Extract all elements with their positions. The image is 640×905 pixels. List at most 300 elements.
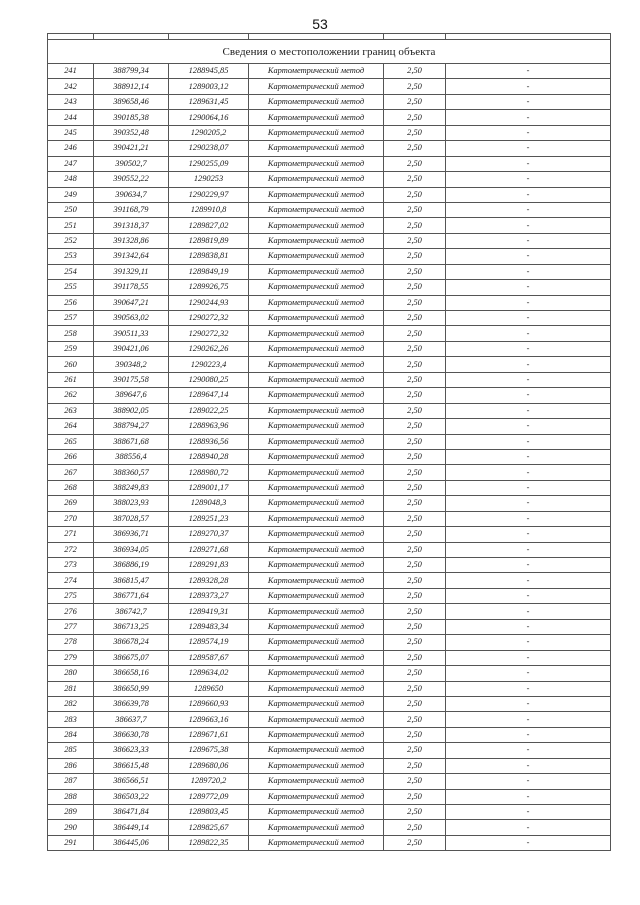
cell-coord-y: 1290253 xyxy=(169,172,249,187)
cell-accuracy: 2,50 xyxy=(384,727,446,742)
cell-accuracy: 2,50 xyxy=(384,650,446,665)
table-body xyxy=(48,64,611,851)
table-row xyxy=(48,650,611,665)
cell-method: Картометрический метод xyxy=(249,496,384,511)
cell-coord-y: 1289926,75 xyxy=(169,280,249,295)
cell-extra: - xyxy=(446,666,611,681)
cell-method: Картометрический метод xyxy=(249,758,384,773)
cell-method: Картометрический метод xyxy=(249,249,384,264)
cell-method: Картометрический метод xyxy=(249,619,384,634)
cell-coord-y: 1289720,2 xyxy=(169,774,249,789)
table-row xyxy=(48,156,611,171)
table-row xyxy=(48,280,611,295)
cell-method: Картометрический метод xyxy=(249,789,384,804)
table-row xyxy=(48,79,611,94)
cell-accuracy: 2,50 xyxy=(384,820,446,835)
cell-coord-x: 391168,79 xyxy=(94,202,169,217)
cell-coord-y: 1289634,02 xyxy=(169,666,249,681)
cell-method: Картометрический метод xyxy=(249,202,384,217)
cell-coord-y: 1289048,3 xyxy=(169,496,249,511)
cell-point-number: 286 xyxy=(48,758,94,773)
cell-accuracy: 2,50 xyxy=(384,141,446,156)
cell-accuracy: 2,50 xyxy=(384,341,446,356)
table-row xyxy=(48,233,611,248)
cell-coord-y: 1289827,02 xyxy=(169,218,249,233)
cell-coord-x: 388902,05 xyxy=(94,403,169,418)
cell-accuracy: 2,50 xyxy=(384,619,446,634)
cell-accuracy: 2,50 xyxy=(384,233,446,248)
cell-coord-y: 1290272,32 xyxy=(169,311,249,326)
cell-point-number: 251 xyxy=(48,218,94,233)
cell-coord-y: 1289671,61 xyxy=(169,727,249,742)
cell-method: Картометрический метод xyxy=(249,218,384,233)
cell-coord-y: 1290229,97 xyxy=(169,187,249,202)
cell-point-number: 243 xyxy=(48,94,94,109)
cell-point-number: 281 xyxy=(48,681,94,696)
cell-point-number: 244 xyxy=(48,110,94,125)
cell-coord-y: 1289328,28 xyxy=(169,573,249,588)
cell-accuracy: 2,50 xyxy=(384,743,446,758)
cell-method: Картометрический метод xyxy=(249,187,384,202)
cell-method: Картометрический метод xyxy=(249,172,384,187)
table-row xyxy=(48,357,611,372)
table-row xyxy=(48,774,611,789)
table-row xyxy=(48,434,611,449)
cell-extra: - xyxy=(446,141,611,156)
cell-method: Картометрический метод xyxy=(249,604,384,619)
table-row xyxy=(48,820,611,835)
table-row xyxy=(48,573,611,588)
cell-accuracy: 2,50 xyxy=(384,156,446,171)
table-row xyxy=(48,666,611,681)
cell-coord-y: 1289663,16 xyxy=(169,712,249,727)
cell-point-number: 260 xyxy=(48,357,94,372)
cell-method: Картометрический метод xyxy=(249,295,384,310)
cell-coord-y: 1289675,38 xyxy=(169,743,249,758)
table-row xyxy=(48,341,611,356)
cell-extra: - xyxy=(446,542,611,557)
cell-extra: - xyxy=(446,820,611,835)
table-row xyxy=(48,449,611,464)
cell-coord-x: 390511,33 xyxy=(94,326,169,341)
table-row xyxy=(48,187,611,202)
cell-coord-x: 389647,6 xyxy=(94,388,169,403)
cell-coord-x: 386503,22 xyxy=(94,789,169,804)
cell-coord-x: 386675,07 xyxy=(94,650,169,665)
cell-extra: - xyxy=(446,326,611,341)
cell-accuracy: 2,50 xyxy=(384,666,446,681)
cell-point-number: 242 xyxy=(48,79,94,94)
cell-extra: - xyxy=(446,681,611,696)
cell-coord-y: 1289003,12 xyxy=(169,79,249,94)
cell-coord-x: 386658,16 xyxy=(94,666,169,681)
cell-extra: - xyxy=(446,496,611,511)
cell-extra: - xyxy=(446,218,611,233)
cell-coord-x: 386449,14 xyxy=(94,820,169,835)
cell-extra: - xyxy=(446,774,611,789)
cell-extra: - xyxy=(446,558,611,573)
cell-point-number: 248 xyxy=(48,172,94,187)
cell-coord-y: 1289271,68 xyxy=(169,542,249,557)
cell-accuracy: 2,50 xyxy=(384,264,446,279)
cell-coord-y: 1289483,34 xyxy=(169,619,249,634)
cell-point-number: 250 xyxy=(48,202,94,217)
table-row xyxy=(48,542,611,557)
cell-coord-y: 1289650 xyxy=(169,681,249,696)
cell-coord-y: 1289647,14 xyxy=(169,388,249,403)
cell-point-number: 272 xyxy=(48,542,94,557)
table-row xyxy=(48,758,611,773)
cell-extra: - xyxy=(446,295,611,310)
cell-coord-y: 1289822,35 xyxy=(169,835,249,850)
cell-point-number: 284 xyxy=(48,727,94,742)
cell-coord-y: 1290262,26 xyxy=(169,341,249,356)
cell-accuracy: 2,50 xyxy=(384,758,446,773)
cell-extra: - xyxy=(446,789,611,804)
cell-extra: - xyxy=(446,280,611,295)
cell-point-number: 255 xyxy=(48,280,94,295)
cell-coord-y: 1290223,4 xyxy=(169,357,249,372)
cell-method: Картометрический метод xyxy=(249,311,384,326)
cell-method: Картометрический метод xyxy=(249,774,384,789)
boundary-table xyxy=(47,33,611,851)
table-row xyxy=(48,635,611,650)
cell-accuracy: 2,50 xyxy=(384,527,446,542)
cell-coord-x: 388360,57 xyxy=(94,465,169,480)
cell-accuracy: 2,50 xyxy=(384,635,446,650)
cell-method: Картометрический метод xyxy=(249,805,384,820)
cell-extra: - xyxy=(446,249,611,264)
cell-coord-x: 391342,64 xyxy=(94,249,169,264)
cell-extra: - xyxy=(446,727,611,742)
cell-coord-x: 386630,78 xyxy=(94,727,169,742)
cell-accuracy: 2,50 xyxy=(384,64,446,79)
table-row xyxy=(48,264,611,279)
cell-extra: - xyxy=(446,187,611,202)
cell-point-number: 274 xyxy=(48,573,94,588)
cell-point-number: 256 xyxy=(48,295,94,310)
table-row xyxy=(48,372,611,387)
cell-point-number: 278 xyxy=(48,635,94,650)
cell-accuracy: 2,50 xyxy=(384,696,446,711)
table-row xyxy=(48,558,611,573)
cell-coord-y: 1289001,17 xyxy=(169,480,249,495)
cell-method: Картометрический метод xyxy=(249,434,384,449)
cell-accuracy: 2,50 xyxy=(384,449,446,464)
cell-point-number: 289 xyxy=(48,805,94,820)
cell-accuracy: 2,50 xyxy=(384,511,446,526)
table-row xyxy=(48,496,611,511)
table-row xyxy=(48,712,611,727)
cell-coord-x: 390647,21 xyxy=(94,295,169,310)
cell-coord-y: 1289251,23 xyxy=(169,511,249,526)
cell-extra: - xyxy=(446,403,611,418)
cell-coord-x: 391318,37 xyxy=(94,218,169,233)
cell-accuracy: 2,50 xyxy=(384,419,446,434)
cell-coord-x: 391178,55 xyxy=(94,280,169,295)
cell-method: Картометрический метод xyxy=(249,573,384,588)
cell-method: Картометрический метод xyxy=(249,156,384,171)
cell-extra: - xyxy=(446,527,611,542)
table-row xyxy=(48,527,611,542)
cell-extra: - xyxy=(446,835,611,850)
cell-extra: - xyxy=(446,264,611,279)
cell-accuracy: 2,50 xyxy=(384,480,446,495)
cell-method: Картометрический метод xyxy=(249,527,384,542)
table-row xyxy=(48,172,611,187)
cell-point-number: 265 xyxy=(48,434,94,449)
cell-coord-x: 390421,06 xyxy=(94,341,169,356)
cell-method: Картометрический метод xyxy=(249,110,384,125)
cell-method: Картометрический метод xyxy=(249,141,384,156)
cell-method: Картометрический метод xyxy=(249,79,384,94)
cell-method: Картометрический метод xyxy=(249,357,384,372)
cell-method: Картометрический метод xyxy=(249,280,384,295)
cell-coord-y: 1288940,28 xyxy=(169,449,249,464)
table-row xyxy=(48,94,611,109)
cell-coord-x: 391329,11 xyxy=(94,264,169,279)
cell-coord-x: 386623,33 xyxy=(94,743,169,758)
table-row xyxy=(48,465,611,480)
table-row xyxy=(48,727,611,742)
cell-extra: - xyxy=(446,604,611,619)
cell-extra: - xyxy=(446,712,611,727)
cell-point-number: 277 xyxy=(48,619,94,634)
cell-method: Картометрический метод xyxy=(249,125,384,140)
cell-coord-y: 1290238,07 xyxy=(169,141,249,156)
table-row xyxy=(48,249,611,264)
cell-point-number: 253 xyxy=(48,249,94,264)
table-row xyxy=(48,125,611,140)
cell-accuracy: 2,50 xyxy=(384,372,446,387)
cell-point-number: 259 xyxy=(48,341,94,356)
cell-coord-x: 387028,57 xyxy=(94,511,169,526)
cell-coord-x: 388799,34 xyxy=(94,64,169,79)
cell-coord-y: 1289825,67 xyxy=(169,820,249,835)
cell-point-number: 276 xyxy=(48,604,94,619)
cell-point-number: 268 xyxy=(48,480,94,495)
cell-coord-x: 389658,46 xyxy=(94,94,169,109)
cell-extra: - xyxy=(446,511,611,526)
cell-coord-y: 1289631,45 xyxy=(169,94,249,109)
cell-extra: - xyxy=(446,388,611,403)
cell-point-number: 283 xyxy=(48,712,94,727)
cell-point-number: 264 xyxy=(48,419,94,434)
cell-method: Картометрический метод xyxy=(249,264,384,279)
table-row xyxy=(48,64,611,79)
cell-coord-y: 1290205,2 xyxy=(169,125,249,140)
cell-point-number: 266 xyxy=(48,449,94,464)
cell-extra: - xyxy=(446,419,611,434)
cell-accuracy: 2,50 xyxy=(384,604,446,619)
cell-coord-x: 386445,06 xyxy=(94,835,169,850)
cell-accuracy: 2,50 xyxy=(384,94,446,109)
cell-method: Картометрический метод xyxy=(249,480,384,495)
cell-point-number: 246 xyxy=(48,141,94,156)
cell-coord-x: 388671,68 xyxy=(94,434,169,449)
table-row xyxy=(48,619,611,634)
table-row xyxy=(48,388,611,403)
cell-coord-x: 390502,7 xyxy=(94,156,169,171)
cell-point-number: 263 xyxy=(48,403,94,418)
cell-point-number: 249 xyxy=(48,187,94,202)
cell-point-number: 257 xyxy=(48,311,94,326)
cell-method: Картометрический метод xyxy=(249,712,384,727)
cell-coord-y: 1288945,85 xyxy=(169,64,249,79)
cell-extra: - xyxy=(446,588,611,603)
cell-coord-x: 386639,78 xyxy=(94,696,169,711)
cell-point-number: 273 xyxy=(48,558,94,573)
cell-coord-x: 386566,51 xyxy=(94,774,169,789)
cell-accuracy: 2,50 xyxy=(384,357,446,372)
table-row xyxy=(48,743,611,758)
cell-extra: - xyxy=(446,94,611,109)
cell-accuracy: 2,50 xyxy=(384,835,446,850)
cell-point-number: 275 xyxy=(48,588,94,603)
cell-coord-y: 1288980,72 xyxy=(169,465,249,480)
cell-coord-y: 1290272,32 xyxy=(169,326,249,341)
cell-coord-y: 1289022,25 xyxy=(169,403,249,418)
cell-coord-y: 1289680,06 xyxy=(169,758,249,773)
cell-coord-y: 1290255,09 xyxy=(169,156,249,171)
cell-extra: - xyxy=(446,758,611,773)
page-number: 53 xyxy=(312,16,328,32)
cell-coord-y: 1289849,19 xyxy=(169,264,249,279)
cell-extra: - xyxy=(446,619,611,634)
cell-point-number: 287 xyxy=(48,774,94,789)
cell-coord-y: 1289587,67 xyxy=(169,650,249,665)
cell-extra: - xyxy=(446,743,611,758)
table-row xyxy=(48,835,611,850)
cell-coord-y: 1290244,93 xyxy=(169,295,249,310)
table-row xyxy=(48,681,611,696)
cell-accuracy: 2,50 xyxy=(384,311,446,326)
cell-coord-x: 390552,22 xyxy=(94,172,169,187)
cell-point-number: 290 xyxy=(48,820,94,835)
cell-coord-x: 386934,05 xyxy=(94,542,169,557)
cell-point-number: 261 xyxy=(48,372,94,387)
cell-coord-x: 386678,24 xyxy=(94,635,169,650)
cell-method: Картометрический метод xyxy=(249,727,384,742)
cell-point-number: 288 xyxy=(48,789,94,804)
table-row xyxy=(48,419,611,434)
cell-extra: - xyxy=(446,372,611,387)
cell-point-number: 269 xyxy=(48,496,94,511)
cell-extra: - xyxy=(446,156,611,171)
cell-coord-x: 386815,47 xyxy=(94,573,169,588)
cell-extra: - xyxy=(446,341,611,356)
cell-method: Картометрический метод xyxy=(249,542,384,557)
cell-extra: - xyxy=(446,434,611,449)
cell-method: Картометрический метод xyxy=(249,326,384,341)
cell-point-number: 270 xyxy=(48,511,94,526)
cell-extra: - xyxy=(446,805,611,820)
cell-coord-x: 386615,48 xyxy=(94,758,169,773)
table-row xyxy=(48,789,611,804)
table-caption: Сведения о местоположении границ объекта xyxy=(48,40,611,64)
cell-coord-x: 386637,7 xyxy=(94,712,169,727)
cell-point-number: 285 xyxy=(48,743,94,758)
cell-coord-x: 386650,99 xyxy=(94,681,169,696)
cell-accuracy: 2,50 xyxy=(384,774,446,789)
cell-coord-y: 1289291,83 xyxy=(169,558,249,573)
cell-method: Картометрический метод xyxy=(249,681,384,696)
cell-extra: - xyxy=(446,110,611,125)
cell-coord-y: 1289838,81 xyxy=(169,249,249,264)
cell-accuracy: 2,50 xyxy=(384,496,446,511)
cell-method: Картометрический метод xyxy=(249,94,384,109)
cell-coord-x: 390348,2 xyxy=(94,357,169,372)
cell-point-number: 245 xyxy=(48,125,94,140)
cell-accuracy: 2,50 xyxy=(384,403,446,418)
cell-method: Картометрический метод xyxy=(249,388,384,403)
cell-coord-x: 388249,83 xyxy=(94,480,169,495)
cell-point-number: 258 xyxy=(48,326,94,341)
cell-accuracy: 2,50 xyxy=(384,125,446,140)
cell-method: Картометрический метод xyxy=(249,511,384,526)
cell-accuracy: 2,50 xyxy=(384,280,446,295)
table-row xyxy=(48,202,611,217)
cell-extra: - xyxy=(446,465,611,480)
cell-method: Картометрический метод xyxy=(249,419,384,434)
table-row xyxy=(48,141,611,156)
cell-coord-x: 390634,7 xyxy=(94,187,169,202)
cell-method: Картометрический метод xyxy=(249,743,384,758)
table-row xyxy=(48,295,611,310)
cell-coord-x: 391328,86 xyxy=(94,233,169,248)
cell-coord-x: 388023,93 xyxy=(94,496,169,511)
cell-method: Картометрический метод xyxy=(249,635,384,650)
cell-coord-y: 1289574,19 xyxy=(169,635,249,650)
cell-accuracy: 2,50 xyxy=(384,805,446,820)
cell-coord-x: 388556,4 xyxy=(94,449,169,464)
cell-coord-y: 1289419,31 xyxy=(169,604,249,619)
cell-method: Картометрический метод xyxy=(249,835,384,850)
cell-accuracy: 2,50 xyxy=(384,187,446,202)
cell-method: Картометрический метод xyxy=(249,588,384,603)
cell-point-number: 291 xyxy=(48,835,94,850)
cell-accuracy: 2,50 xyxy=(384,573,446,588)
cell-coord-x: 386742,7 xyxy=(94,604,169,619)
cell-point-number: 282 xyxy=(48,696,94,711)
cell-accuracy: 2,50 xyxy=(384,712,446,727)
cell-point-number: 262 xyxy=(48,388,94,403)
cell-coord-x: 390563,02 xyxy=(94,311,169,326)
cell-coord-x: 386771,64 xyxy=(94,588,169,603)
cell-accuracy: 2,50 xyxy=(384,79,446,94)
cell-accuracy: 2,50 xyxy=(384,558,446,573)
cell-accuracy: 2,50 xyxy=(384,172,446,187)
cell-coord-x: 386471,84 xyxy=(94,805,169,820)
cell-point-number: 241 xyxy=(48,64,94,79)
table-row xyxy=(48,218,611,233)
table-row xyxy=(48,110,611,125)
cell-method: Картометрический метод xyxy=(249,449,384,464)
cell-extra: - xyxy=(446,635,611,650)
cell-extra: - xyxy=(446,202,611,217)
cell-coord-x: 388794,27 xyxy=(94,419,169,434)
cell-point-number: 271 xyxy=(48,527,94,542)
cell-extra: - xyxy=(446,650,611,665)
cell-coord-x: 386713,25 xyxy=(94,619,169,634)
cell-accuracy: 2,50 xyxy=(384,465,446,480)
cell-method: Картометрический метод xyxy=(249,403,384,418)
cell-coord-y: 1289660,93 xyxy=(169,696,249,711)
cell-extra: - xyxy=(446,311,611,326)
cell-accuracy: 2,50 xyxy=(384,218,446,233)
table-row xyxy=(48,696,611,711)
cell-extra: - xyxy=(446,696,611,711)
